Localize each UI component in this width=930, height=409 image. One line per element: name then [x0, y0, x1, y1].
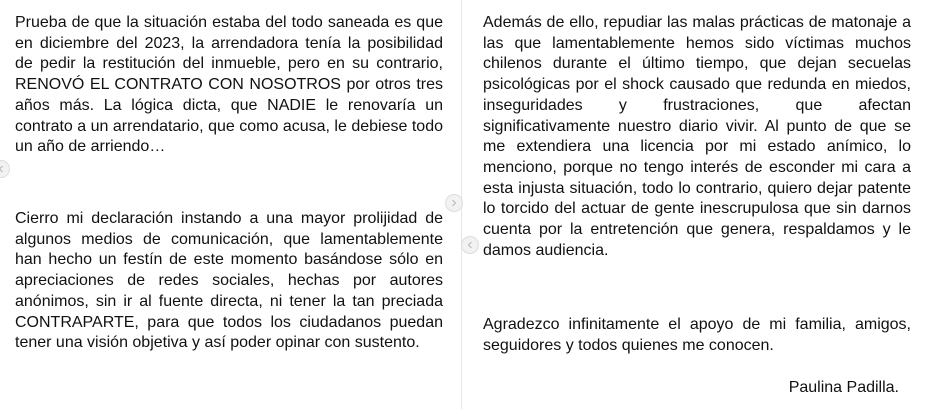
carousel-prev-button-right[interactable] [461, 236, 479, 254]
right-paragraph-2: Agradezco infinitamente el apoyo de mi familia, amigos, seguidores y todos quienes me conocen. [483, 316, 911, 354]
carousel-next-button[interactable] [445, 194, 463, 212]
right-paragraph-1: Además de ello, repudiar las malas prácticas de matonaje a las que lamentablemente hemos sido víctimas muchos chilenos durante el último tiempo, que dejan secuelas psicológicas por el shock causado que redunda en miedos, inseguridades y frustraciones, que afectan significativamente nuestro diario vivir. Al punto de que se me extendiera una licencia por mi estado anímico, lo menciono, porque no tengo interés de esconder mi cara a esta injusta situación, todo lo contrario, quiero dejar patente lo torcido del actuar de gente inescrupulosa que sin darnos cuenta por la entretención que genera, respaldamos y le damos audiencia. [483, 14, 911, 259]
left-paragraph-1: Prueba de que la situación estaba del todo saneada es que en diciembre del 2023, la arrendadora tenía la posibilidad de pedir la restitución del inmueble, pero en su contrario, RENOVÓ EL CONTRATO CON NOSOTROS por otros tres años más. La lógica dicta, que NADIE le renovaría un contrato a un arrendatario, que como acusa, le debiese todo un año de arriendo… [15, 14, 443, 156]
chevron-left-icon [466, 241, 474, 249]
left-paragraph-2: Cierro mi declaración instando a una mayor prolijidad de algunos medios de comunicación, que lamentablemente han hecho un festín de este momento basándose sólo en apreciaciones de redes sociales, hechas por autores anónimos, sin ir al fuente directa, ni tener la tan preciada CONTRAPARTE, para que todos los ciudadanos puedan tener una visión objetiva y así poder opinar con sustento. [15, 210, 443, 352]
chevron-left-icon [0, 165, 5, 173]
signature: Paulina Padilla. [788, 379, 899, 396]
chevron-right-icon [450, 199, 458, 207]
left-page [0, 0, 458, 409]
